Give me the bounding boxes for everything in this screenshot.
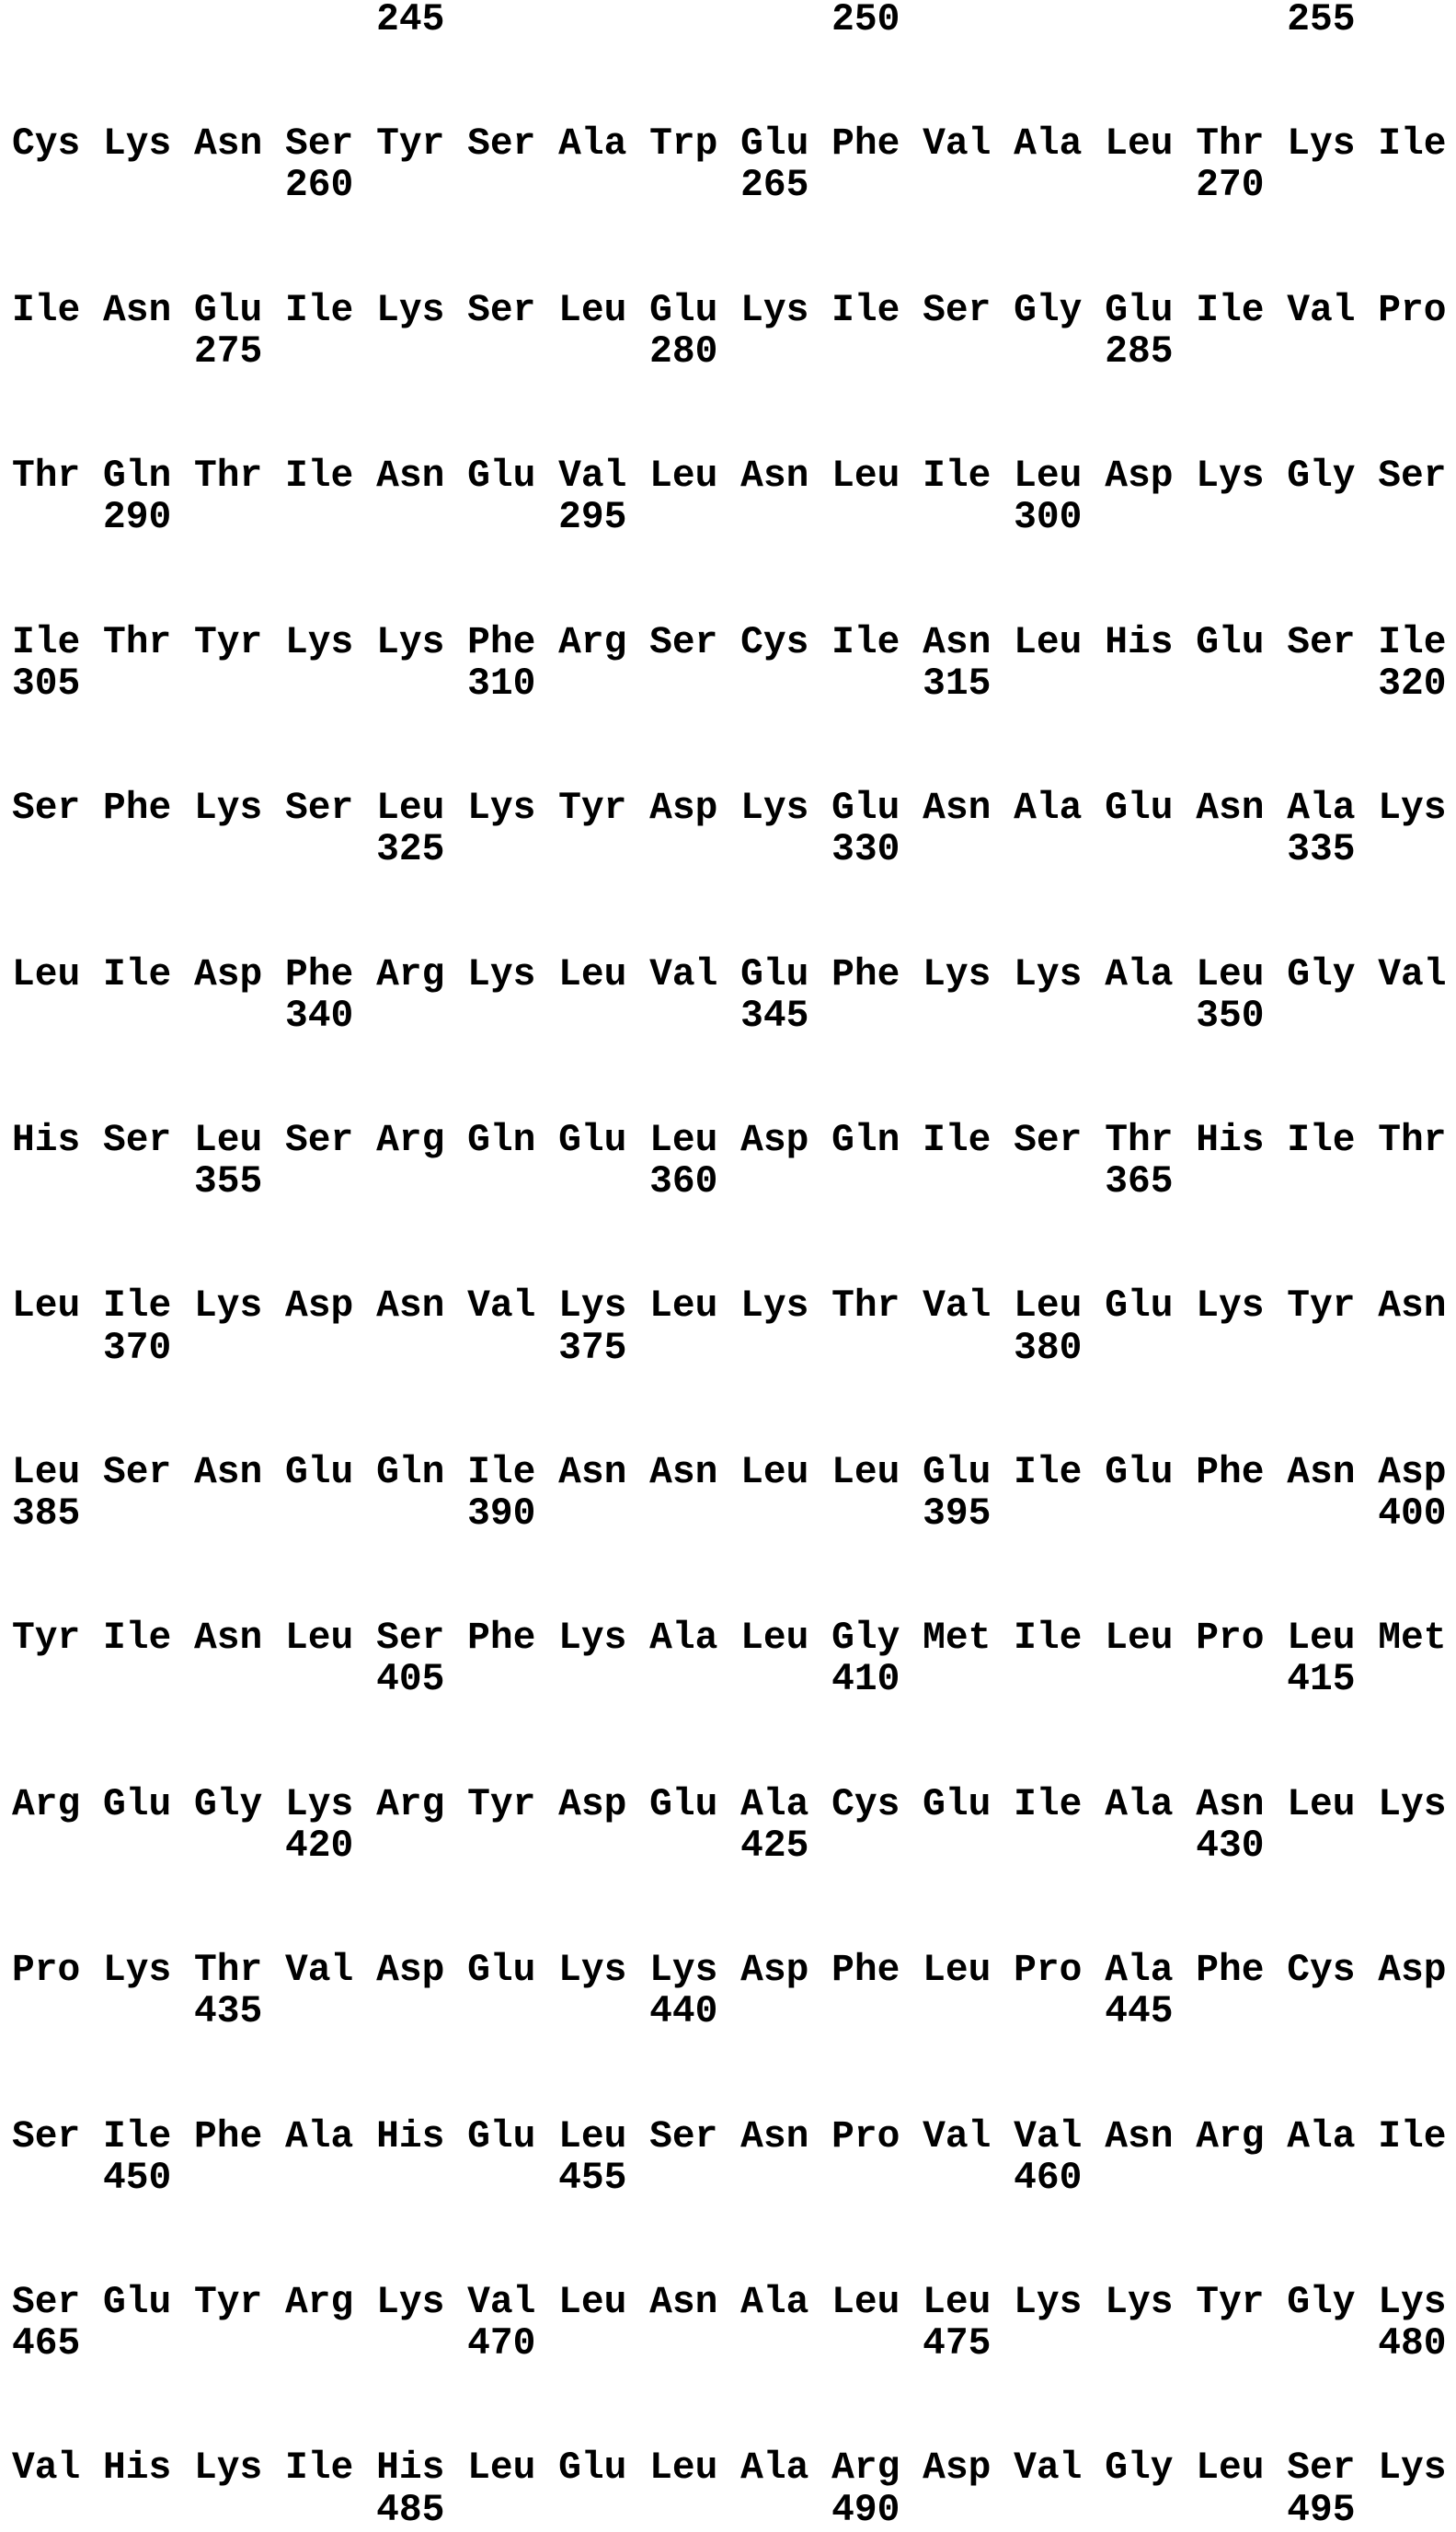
position-number-line: 435 440 445 (12, 1991, 1174, 2034)
sequence-line: His Ser Leu Ser Arg Gln Glu Leu Asp Gln Ile Ser Thr His Ile Thr (12, 1119, 1447, 1162)
blank-line (12, 747, 1456, 788)
blank-line (12, 415, 1456, 456)
position-number-line: 325 330 335 (12, 829, 1356, 872)
sequence-block (12, 1951, 1456, 2116)
position-number-line: 355 360 365 (12, 1161, 1174, 1204)
blank-line (12, 1868, 1456, 1909)
blank-line (12, 1038, 1456, 1079)
blank-line (12, 706, 1456, 747)
sequence-line: Leu Ser Asn Glu Gln Ile Asn Asn Leu Leu Glu Ile Glu Phe Asn Asp (12, 1451, 1447, 1494)
sequence-line: Cys Lys Asn Ser Tyr Ser Ala Trp Glu Phe Val Ala Leu Thr Lys Ile (12, 123, 1447, 167)
blank-line (12, 581, 1456, 623)
sequence-line: Ser Glu Tyr Arg Lys Val Leu Asn Ala Leu Leu Lys Lys Tyr Gly Lys (12, 2282, 1447, 2325)
blank-line (12, 1744, 1456, 1785)
blank-line (12, 83, 1456, 124)
blank-line (12, 2365, 1456, 2407)
sequence-block (12, 1286, 1456, 1452)
sequence-line: Tyr Ile Asn Leu Ser Phe Lys Ala Leu Gly Met Ile Leu Pro Leu Met (12, 1617, 1447, 1661)
sequence-block (12, 1453, 1456, 1618)
blank-line (12, 1079, 1456, 1121)
sequence-line: Ile Asn Glu Ile Lys Ser Leu Glu Lys Ile Ser Gly Glu Ile Val Pro (12, 289, 1447, 332)
blank-line (12, 1701, 1456, 1743)
sequence-line: Pro Lys Thr Val Asp Glu Lys Lys Asp Phe Leu Pro Ala Phe Cys Asp (12, 1950, 1447, 1993)
position-number-line: 450 455 460 (12, 2157, 1083, 2200)
sequence-block (12, 623, 1456, 788)
blank-line (12, 1536, 1456, 1577)
blank-line (12, 871, 1456, 913)
sequence-block (12, 1785, 1456, 1951)
blank-line (12, 1370, 1456, 1411)
sequence-block (12, 2117, 1456, 2283)
position-number-line: 420 425 430 (12, 1824, 1265, 1868)
position-number-line: 275 280 285 (12, 330, 1174, 374)
blank-line (12, 208, 1456, 249)
sequence-line: Val His Lys Ile His Leu Glu Leu Ala Arg Asp Val Gly Leu Ser Lys (12, 2447, 1447, 2491)
blank-line (12, 1909, 1456, 1951)
sequence-block (12, 1121, 1456, 1286)
blank-line (12, 1577, 1456, 1618)
position-number-line: 405 410 415 (12, 1659, 1356, 1702)
sequence-line: Arg Glu Gly Lys Arg Tyr Asp Glu Ala Cys Glu Ile Ala Asn Leu Lys (12, 1783, 1447, 1826)
sequence-block (12, 0, 1456, 124)
position-number-line: 305 310 315 320 (12, 662, 1447, 706)
sequence-block (12, 2448, 1456, 2532)
sequence-line: Ser Ile Phe Ala His Glu Leu Ser Asn Pro Val Val Asn Arg Ala Ile (12, 2115, 1447, 2158)
sequence-block (12, 291, 1456, 456)
blank-line (12, 2241, 1456, 2283)
blank-line (12, 2407, 1456, 2448)
blank-line (12, 249, 1456, 291)
sequence-block (12, 788, 1456, 954)
blank-line (12, 913, 1456, 954)
blank-line (12, 539, 1456, 581)
position-number-line: 290 295 300 (12, 497, 1083, 540)
blank-line (12, 2200, 1456, 2241)
position-number-line: 245 250 255 (12, 0, 1356, 41)
blank-line (12, 41, 1456, 83)
sequence-block (12, 124, 1456, 290)
sequence-block (12, 955, 1456, 1121)
sequence-line: Ser Phe Lys Ser Leu Lys Tyr Asp Lys Glu Asn Ala Glu Asn Ala Lys (12, 788, 1447, 831)
position-number-line: 370 375 380 (12, 1327, 1083, 1370)
blank-line (12, 2075, 1456, 2116)
position-number-line: 260 265 270 (12, 165, 1265, 208)
sequence-line: Leu Ile Lys Asp Asn Val Lys Leu Lys Thr Val Leu Glu Lys Tyr Asn (12, 1285, 1447, 1329)
sequence-block (12, 1618, 1456, 1784)
position-number-line: 340 345 350 (12, 995, 1265, 1038)
blank-line (12, 374, 1456, 415)
blank-line (12, 1245, 1456, 1286)
sequence-block (12, 456, 1456, 622)
sequence-line: Ile Thr Tyr Lys Lys Phe Arg Ser Cys Ile Asn Leu His Glu Ser Ile (12, 621, 1447, 664)
blank-line (12, 1203, 1456, 1245)
position-number-line: 485 490 495 (12, 2489, 1356, 2532)
sequence-line: Leu Ile Asp Phe Arg Lys Leu Val Glu Phe Lys Lys Ala Leu Gly Val (12, 953, 1447, 996)
sequence-line: Thr Gln Thr Ile Asn Glu Val Leu Asn Leu Ile Leu Asp Lys Gly Ser (12, 455, 1447, 499)
position-number-line: 385 390 395 400 (12, 1492, 1447, 1536)
blank-line (12, 1411, 1456, 1453)
position-number-line: 465 470 475 480 (12, 2323, 1447, 2366)
sequence-block (12, 2283, 1456, 2448)
blank-line (12, 2033, 1456, 2075)
